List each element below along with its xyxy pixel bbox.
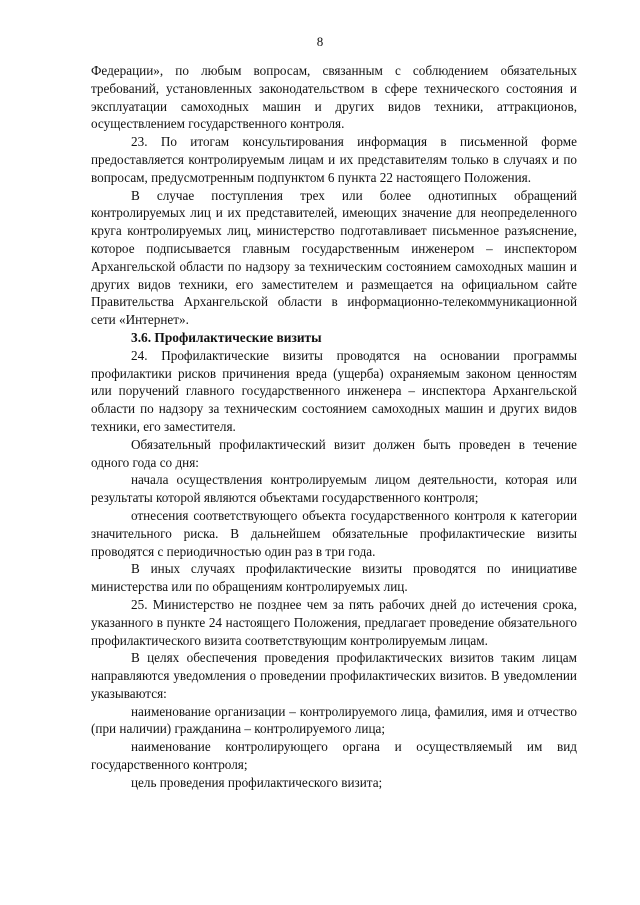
paragraph: В иных случаях профилактические визиты проводятся по инициативе министерства или по обращениям контролируемых лиц. xyxy=(91,561,577,595)
paragraph: В случае поступления трех или более однотипных обращений контролируемых лиц и их представителей, имеющих значение для неопределенного круга контролируемых лиц, министерство подготавливает письменное разъяснение, которое подписывается главным государственным инженером – инспектором Архангельской области по надзору за техническим состоянием самоходных машин и других видов техники, его заместителем и размещается на официальном сайте Правительства Архангельской области в информационно-телекоммуникационной сети «Интернет». xyxy=(91,187,577,328)
paragraph: Обязательный профилактический визит должен быть проведен в течение одного года со дня: xyxy=(91,436,577,470)
paragraph: В целях обеспечения проведения профилактических визитов таким лицам направляются уведомления о проведении профилактических визитов. В уведомлении указываются: xyxy=(91,650,577,701)
paragraph: цель проведения профилактического визита; xyxy=(131,774,383,790)
paragraph: начала осуществления контролируемым лицом деятельности, которая или результаты которой являются объектами государственного контроля; xyxy=(91,472,577,506)
paragraph: Федерации», по любым вопросам, связанным с соблюдением обязательных требований, установленных законодательством в сфере технического состояния и эксплуатации самоходных машин и других видов техники, аттракционов, осуществлением государственного контроля. xyxy=(91,63,577,132)
paragraph: наименование организации – контролируемого лица, фамилия, имя и отчество (при наличии) гражданина – контролируемого лица; xyxy=(91,703,577,737)
paragraph: 24. Профилактические визиты проводятся на основании программы профилактики рисков причинения вреда (ущерба) охраняемым законом ценностям или поручений главного государственного инженера – инспектора Архангельской области по надзору за техническим состоянием самоходных машин и других видов техники, его заместителя. xyxy=(91,347,577,434)
page-number: 8 xyxy=(316,34,324,49)
paragraphs-after xyxy=(91,347,577,792)
paragraph: 25. Министерство не позднее чем за пять рабочих дней до истечения срока, указанного в пункте 24 настоящего Положения, предлагает проведение обязательного профилактического визита соответствующим контролируемым лицам. xyxy=(91,596,577,648)
paragraphs-before xyxy=(91,62,577,329)
section-heading: 3.6. Профилактические визиты xyxy=(131,329,322,345)
document-body xyxy=(91,62,577,792)
paragraph: наименование контролирующего органа и осуществляемый им вид государственного контроля; xyxy=(91,739,577,773)
paragraph: 23. По итогам консультирования информация в письменной форме предоставляется контролируемым лицам и их представителям только в случаях и по вопросам, предусмотренным подпунктом 6 пункта 22 настоящего Положения. xyxy=(91,134,577,185)
paragraph: отнесения соответствующего объекта государственного контроля к категории значительного риска. В дальнейшем обязательные профилактические визиты проводятся с периодичностью один раз в три года. xyxy=(91,507,577,559)
